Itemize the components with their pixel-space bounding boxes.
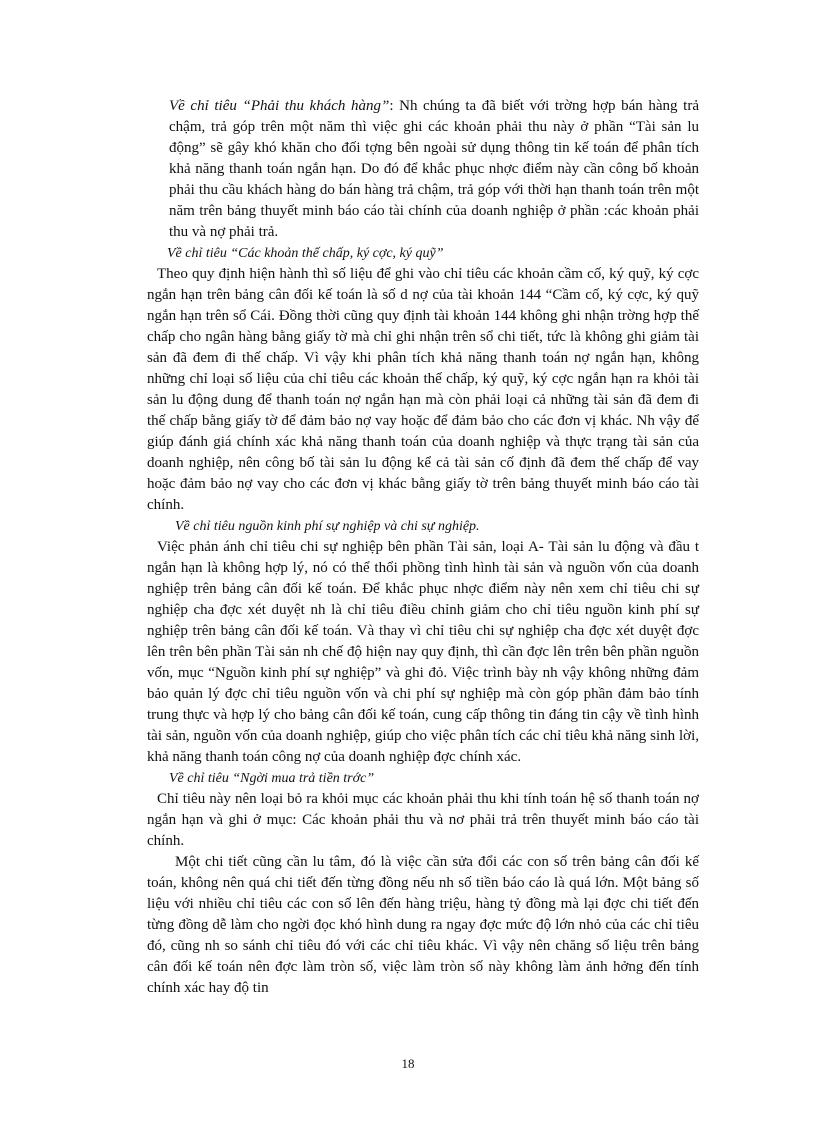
paragraph-text: : Nh chúng ta đã biết với trờng hợp bán hàng trả chậm, trả góp trên một năm thì việc ghi các khoản phải thu này ở phần “Tài sản lu động” sẽ gây khó khăn cho đối tợng bên ngoài sử dụng thông tin kế toán để phân tích khả năng thanh toán ngắn hạn. Do đó để khắc phục nhợc điểm này cần công bố khoản phải thu cầu khách hàng do bán hàng trả chậm, trả góp với thời hạn thanh toán trên một năm trên bảng thuyết minh báo cáo tài chính của doanh nghiệp ở phần :các khoản phải thu và nợ phải trả. xyxy=(169,98,699,240)
paragraph-text: Theo quy định hiện hành thì số liệu để ghi vào chỉ tiêu các khoản cầm cố, ký quỹ, ký cợc ngắn hạn trên bảng cân đối kế toán là số d nợ của tài khoản 144 “Cầm cố, ký cợc, ký quỹ ngắn hạn trên sổ Cái. Đồng thời cũng quy định tài khoản 144 không ghi nhận trờng hợp thế chấp cho ngân hàng bằng giấy tờ mà chỉ ghi nhận trên sổ chi tiết, tức là không ghi giảm tài sản đã đem đi thế chấp. Vì vậy khi phân tích khả năng thanh toán nợ ngắn hạn, không những chỉ loại số liệu của chỉ tiêu các khoản thế chấp, ký quỹ, ký cợc ngắn hạn ra khỏi tài sản lu động dung để thanh toán nợ ngắn hạn mà còn phải loại cả những tài sản đã đem đi thế chấp bằng giấy tờ để đảm bảo nợ vay hoặc để đảm bảo cho các đơn vị khác. Nh vậy để giúp đánh giá chính xác khả năng thanh toán của doanh nghiệp và thực trạng tài sản của doanh nghiệp, nên công bố tài sản lu động kể cả tài sản cố định đã đem thế chấp để vay hoặc đảm bảo nợ vay cho các đơn vị khác bằng giấy tờ trên bảng thuyết minh báo cáo tài chính. xyxy=(147,266,699,513)
paragraph-lead: Về chỉ tiêu “Phải thu khách hàng” xyxy=(169,98,390,114)
paragraph-text: Một chi tiết cũng cần lu tâm, đó là việc cần sửa đổi các con số trên bảng cân đối kế toán, không nên quá chi tiết đến từng đồng nếu nh số tiền báo cáo là quá lớn. Một bảng số liệu với nhiều chỉ tiêu các con số lên đến hàng triệu, hàng tỷ đồng mà lại đợc chi tiết đến từng đồng dễ làm cho ngời đọc khó hình dung ra ngay đợc mức độ lớn nhỏ của các chỉ tiêu đó, cũng nh so sánh chỉ tiêu đó với các chỉ tiêu khác. Vì vậy nên chăng số liệu trên bảng cân đối kế toán nên đợc làm tròn số, việc làm tròn số này không làm ảnh hởng đến tính chính xác hay độ tin xyxy=(147,854,699,996)
paragraph-text: Chỉ tiêu này nên loại bỏ ra khỏi mục các khoản phải thu khi tính toán hệ số thanh toán nợ ngắn hạn và ghi ở mục: Các khoản phải thu và nơ phải trả trên thuyết minh báo cáo tài chính. xyxy=(147,791,699,849)
section-heading: Về chỉ tiêu nguồn kinh phí sự nghiệp và chi sự nghiệp. xyxy=(175,519,480,534)
document-page xyxy=(147,96,699,999)
page-number: 18 xyxy=(401,1056,415,1071)
paragraph-receivables xyxy=(147,96,699,243)
section-heading: Về chỉ tiêu “Các khoản thế chấp, ký cợc, ký quỹ” xyxy=(167,246,444,261)
section-heading: Về chỉ tiêu “Ngời mua trả tiền trớc” xyxy=(169,771,375,786)
paragraph-text: Việc phản ánh chỉ tiêu chi sự nghiệp bên phần Tài sản, loại A- Tài sản lu động và đầu t ngắn hạn là không hợp lý, nó có thể thổi phồng tình hình tài sản và nguồn vốn của doanh nghiệp trên bảng cân đối kế toán. Để khắc phục nhợc điểm này nên xem chỉ tiêu chi sự nghiệp cha đợc xét duyệt nh là chỉ tiêu điều chỉnh giảm cho chỉ tiêu nguồn kinh phí sự nghiệp trên bảng cân đối kế toán. Và thay vì chỉ tiêu chi sự nghiệp cha đợc xét duyệt đợc lên trên bên phần Tài sản nh chế độ hiện nay quy định, thì cần đợc lên trên bên phần nguồn vốn, mục “Nguồn kinh phí sự nghiệp” và ghi đỏ. Việc trình bày nh vậy không những đảm bảo quản lý đợc chỉ tiêu nguồn vốn và chi phí sự nghiệp mà còn góp phần đảm bảo tính trung thực và hợp lý cho bảng cân đối kế toán, cung cấp thông tin đáng tin cậy về tình hình tài sản, nguồn vốn của doanh nghiệp, giúp cho việc phân tích các chỉ tiêu khả năng sinh lời, khả năng thanh toán công nợ của doanh nghiệp đợc chính xác. xyxy=(147,539,699,765)
